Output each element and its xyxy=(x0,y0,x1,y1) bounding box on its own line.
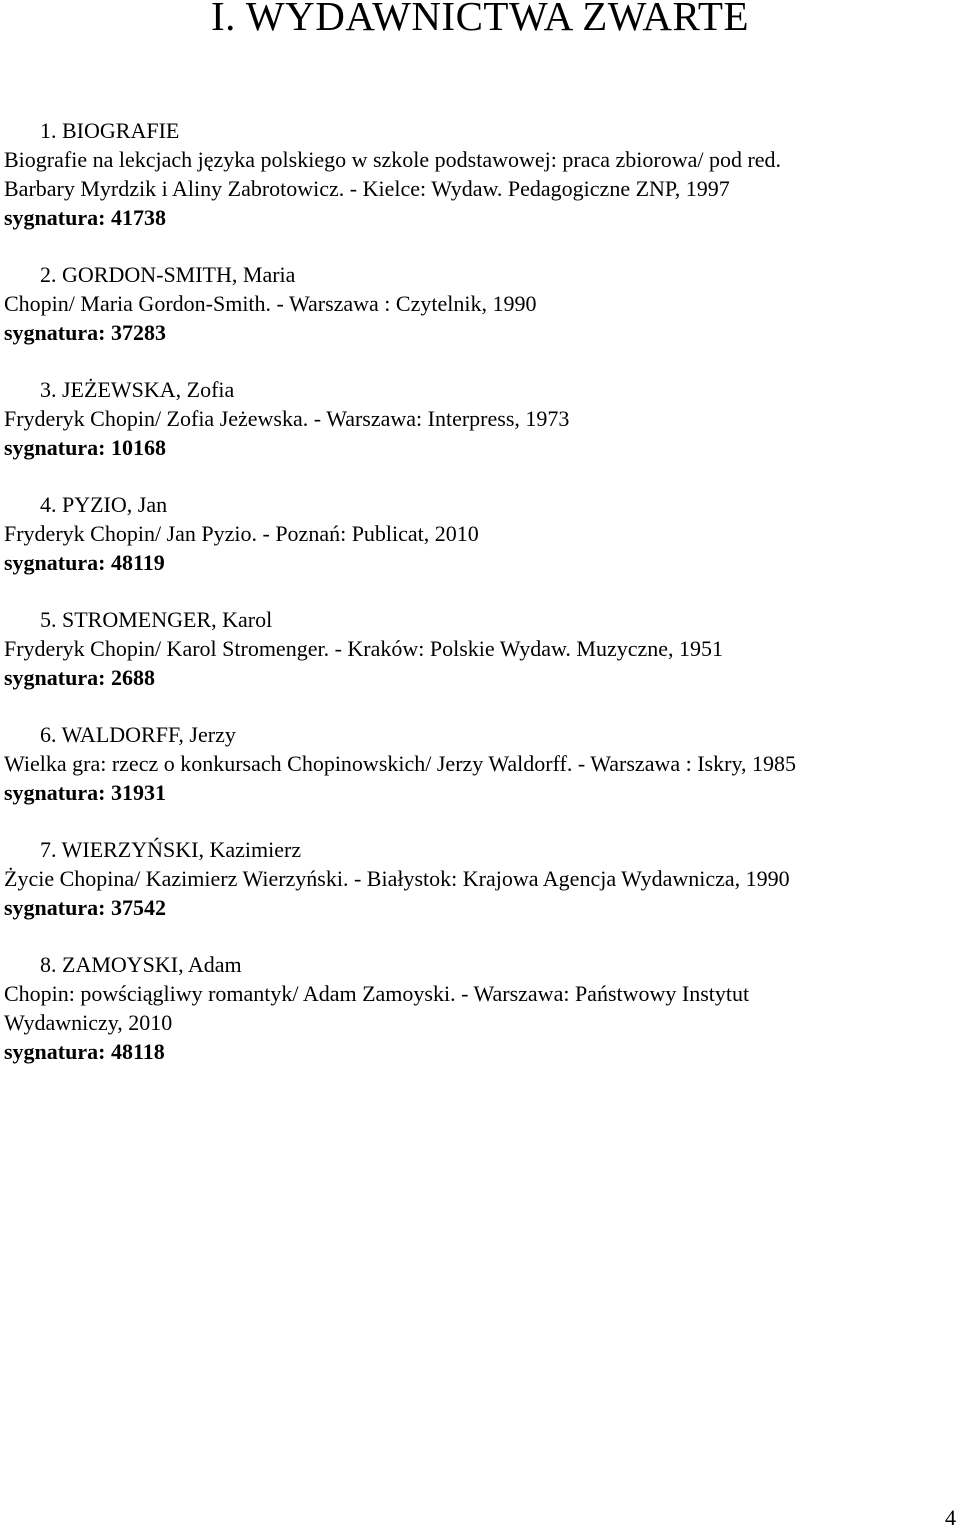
entry-description-line: Barbary Myrdzik i Aliny Zabrotowicz. - Kielce: Wydaw. Pedagogiczne ZNP, 1997 xyxy=(4,176,730,201)
entry-signature: sygnatura: 41738 xyxy=(4,205,166,230)
entry-signature: sygnatura: 2688 xyxy=(4,665,155,690)
entry-description-line: Wydawniczy, 2010 xyxy=(4,1010,173,1035)
list-item xyxy=(4,605,954,692)
list-item xyxy=(4,116,954,232)
entry-description-line: Chopin: powściągliwy romantyk/ Adam Zamoyski. - Warszawa: Państwowy Instytut xyxy=(4,981,750,1006)
list-item xyxy=(4,490,954,577)
entry-signature: sygnatura: 10168 xyxy=(4,435,166,460)
list-item xyxy=(4,260,954,347)
entry-heading: 4. PYZIO, Jan xyxy=(40,492,168,517)
entry-heading: 7. WIERZYŃSKI, Kazimierz xyxy=(40,837,302,862)
entry-signature: sygnatura: 48119 xyxy=(4,550,165,575)
list-item xyxy=(4,720,954,807)
entry-heading: 2. GORDON-SMITH, Maria xyxy=(40,262,296,287)
entry-description-line: Fryderyk Chopin/ Karol Stromenger. - Kraków: Polskie Wydaw. Muzyczne, 1951 xyxy=(4,636,724,661)
entry-description-line: Fryderyk Chopin/ Jan Pyzio. - Poznań: Publicat, 2010 xyxy=(4,521,479,546)
entry-heading: 1. BIOGRAFIE xyxy=(40,118,180,143)
entry-description-line: Życie Chopina/ Kazimierz Wierzyński. - Białystok: Krajowa Agencja Wydawnicza, 1990 xyxy=(4,866,790,891)
list-item xyxy=(4,375,954,462)
entry-description-line: Wielka gra: rzecz o konkursach Chopinowskich/ Jerzy Waldorff. - Warszawa : Iskry, 1985 xyxy=(4,751,797,776)
entry-description-line: Biografie na lekcjach języka polskiego w szkole podstawowej: praca zbiorowa/ pod red. xyxy=(4,147,782,172)
entry-signature: sygnatura: 37542 xyxy=(4,895,166,920)
entry-heading: 8. ZAMOYSKI, Adam xyxy=(40,952,242,977)
entry-heading: 6. WALDORFF, Jerzy xyxy=(40,722,236,747)
entry-description-line: Chopin/ Maria Gordon-Smith. - Warszawa : Czytelnik, 1990 xyxy=(4,291,537,316)
list-item xyxy=(4,835,954,922)
page-number: 4 xyxy=(945,1505,956,1530)
entry-signature: sygnatura: 37283 xyxy=(4,320,166,345)
entry-heading: 5. STROMENGER, Karol xyxy=(40,607,273,632)
entry-list xyxy=(4,116,954,1094)
entry-signature: sygnatura: 48118 xyxy=(4,1039,165,1064)
page-title: I. WYDAWNICTWA ZWARTE xyxy=(210,0,750,39)
entry-signature: sygnatura: 31931 xyxy=(4,780,166,805)
entry-description-line: Fryderyk Chopin/ Zofia Jeżewska. - Warszawa: Interpress, 1973 xyxy=(4,406,570,431)
entry-heading: 3. JEŻEWSKA, Zofia xyxy=(40,377,235,402)
list-item xyxy=(4,950,954,1066)
